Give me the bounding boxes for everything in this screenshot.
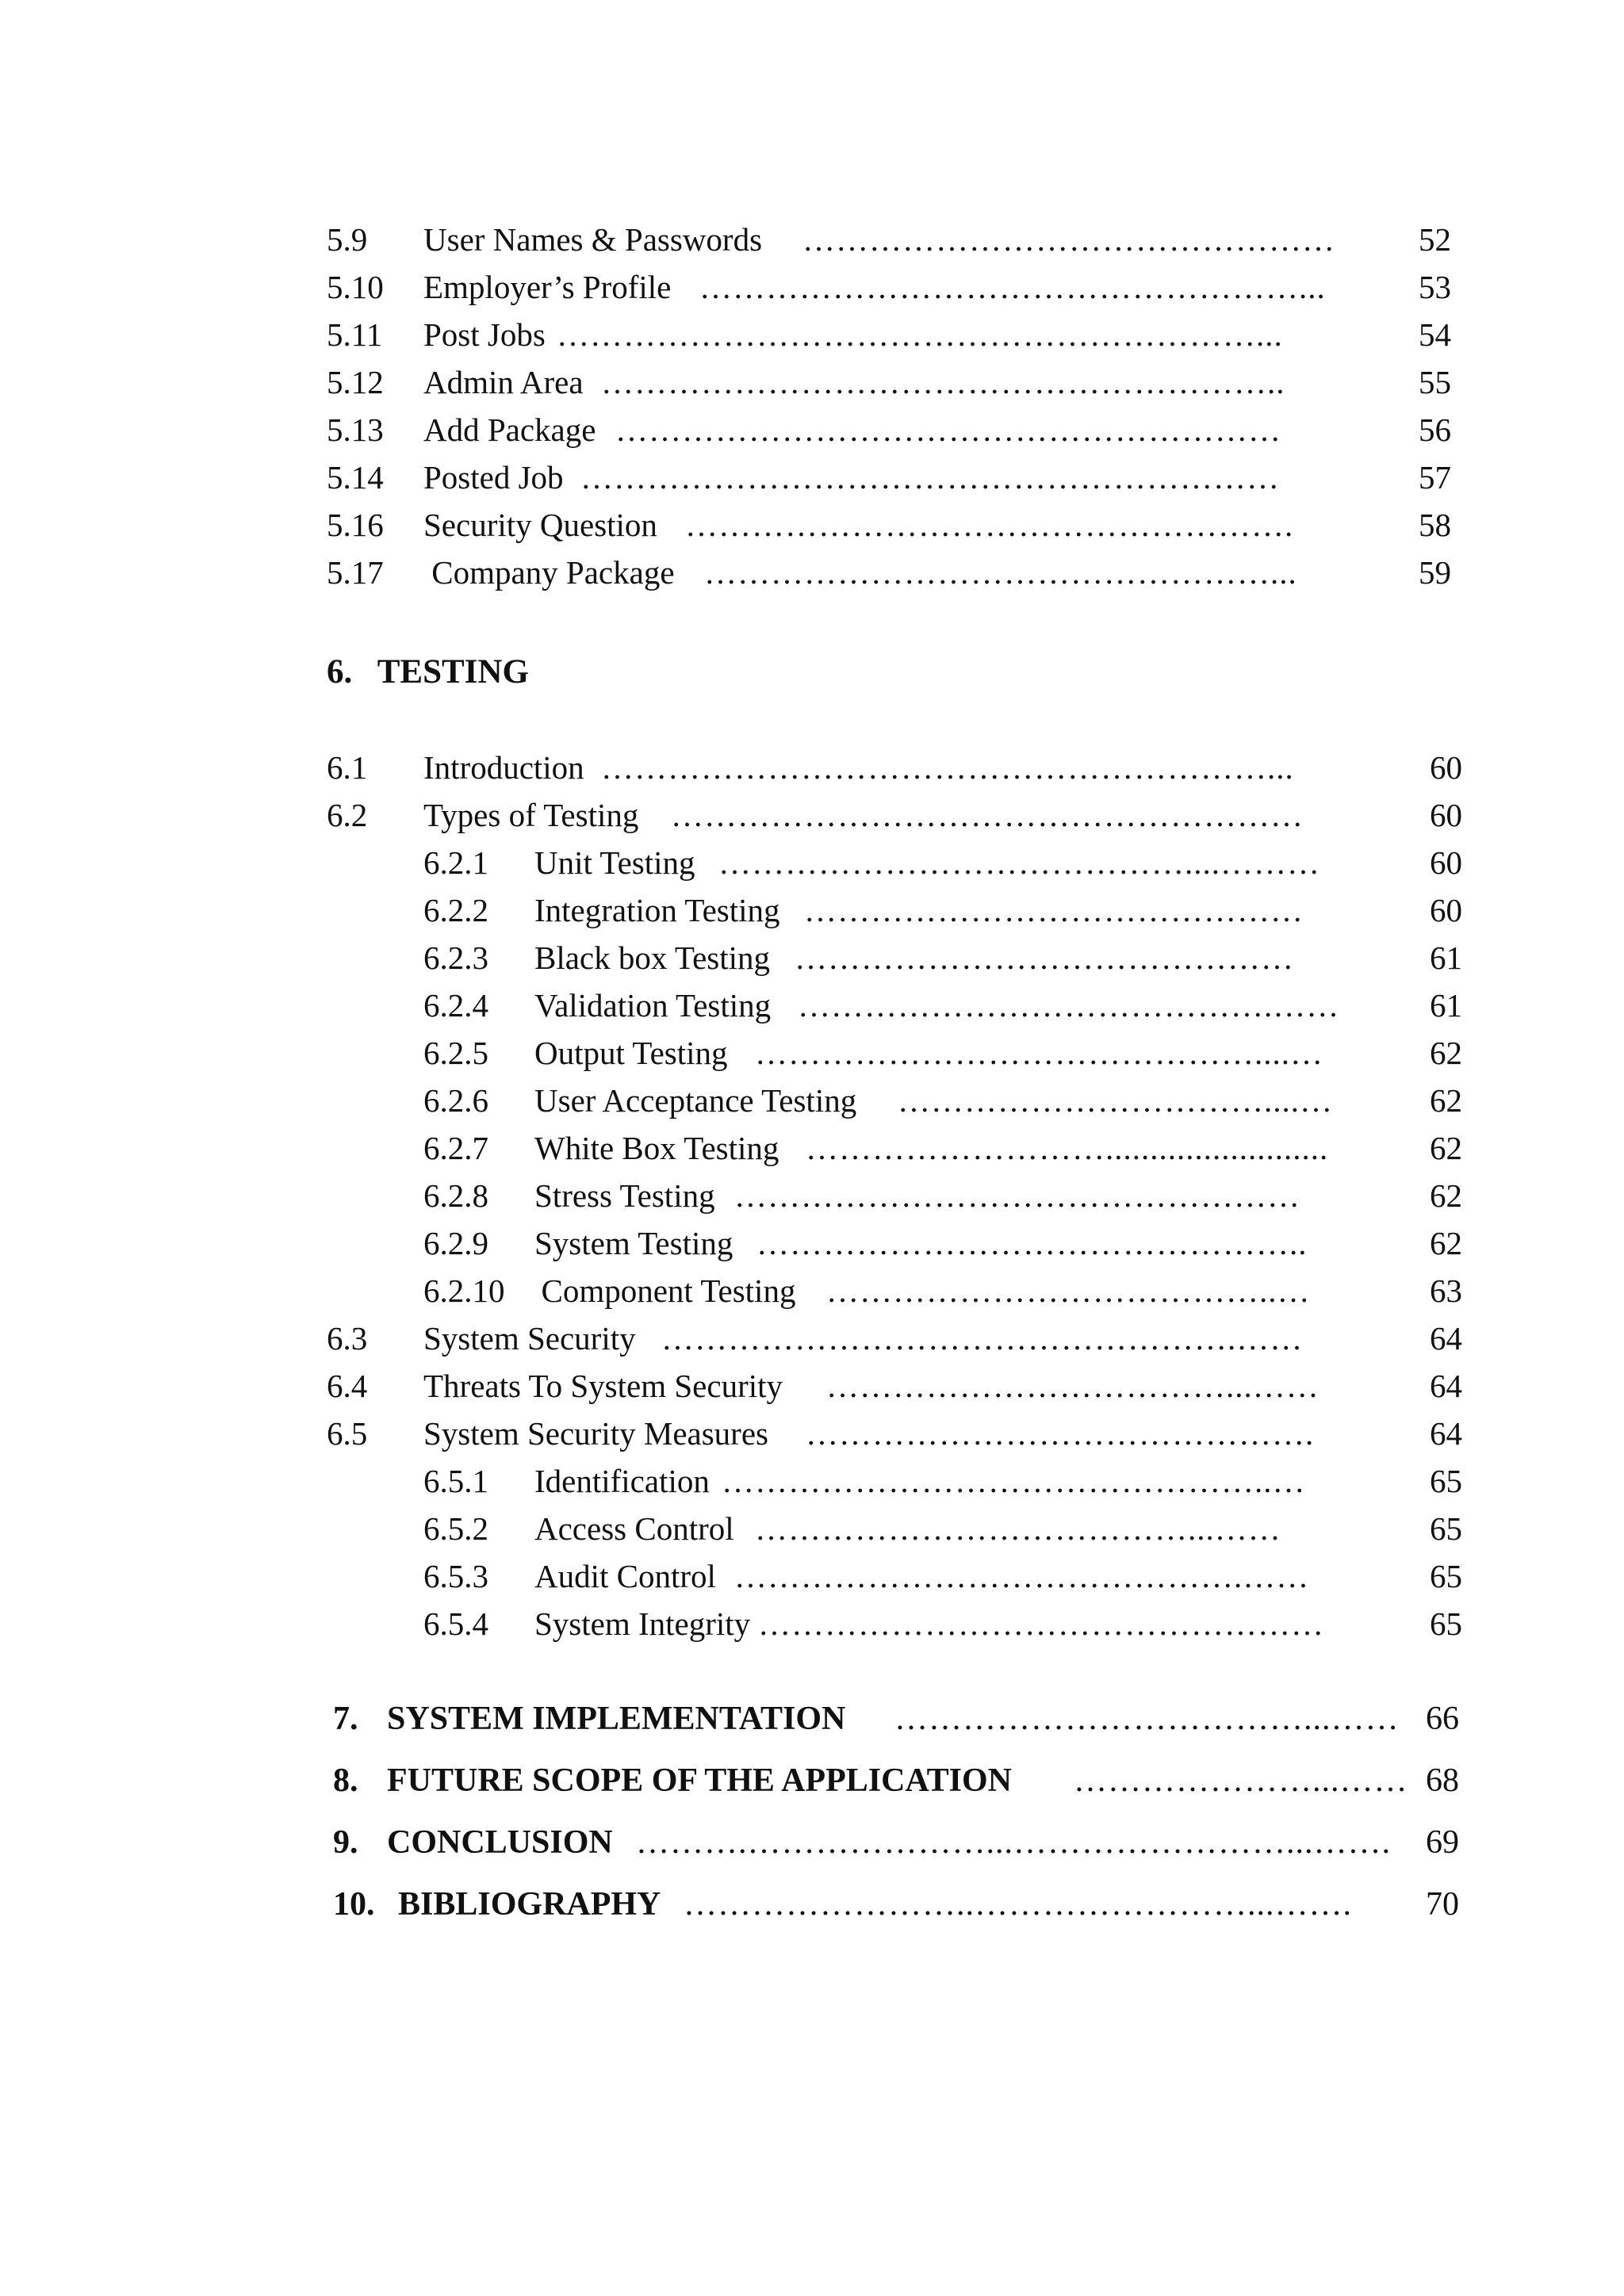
entry-number: 6.2.3 xyxy=(423,939,488,976)
page-number: 65 xyxy=(1430,1558,1462,1594)
entry-title: Identification xyxy=(534,1463,710,1499)
toc-entry-7 xyxy=(333,1695,1459,1743)
dot-leader: ……………………..……………………...……. xyxy=(684,1886,1352,1923)
entry-number: 6.5.4 xyxy=(423,1605,488,1642)
entry-title: White Box Testing xyxy=(534,1130,779,1166)
entry-title: Posted Job xyxy=(423,459,564,496)
entry-number: 8. xyxy=(333,1762,358,1799)
entry-number: 6.3 xyxy=(327,1320,368,1357)
toc-entry-5-12 xyxy=(327,358,1453,406)
dot-leader: ………………………………...…… xyxy=(894,1701,1400,1737)
page-number: 64 xyxy=(1430,1368,1462,1404)
entry-title: Add Package xyxy=(423,411,596,448)
entry-number: 6.5.1 xyxy=(423,1463,488,1499)
entry-number: 6.2.4 xyxy=(423,987,488,1024)
page-number: 60 xyxy=(1430,797,1462,833)
page-number: 54 xyxy=(1419,316,1451,353)
dot-leader: …………………………………….…… xyxy=(798,987,1340,1024)
page-number: 56 xyxy=(1419,411,1451,448)
toc-entry-6-2-9 xyxy=(327,1219,1462,1267)
entry-number: 5.17 xyxy=(327,554,384,591)
toc-entry-6-2-2 xyxy=(327,886,1462,934)
page-number: 62 xyxy=(1430,1082,1462,1119)
entry-number: 5.12 xyxy=(327,364,384,400)
page-number: 61 xyxy=(1430,987,1462,1024)
entry-title: System Testing xyxy=(534,1225,733,1261)
entry-title: Integration Testing xyxy=(534,892,780,928)
entry-number: 5.10 xyxy=(327,269,384,305)
entry-title: BIBLIOGRAPHY xyxy=(398,1886,661,1923)
entry-number: 6.5 xyxy=(327,1415,368,1452)
entry-title: System Integrity xyxy=(534,1605,751,1642)
toc-entry-6-1 xyxy=(327,744,1462,791)
entry-title: FUTURE SCOPE OF THE APPLICATION xyxy=(387,1762,1012,1799)
page-number: 57 xyxy=(1419,459,1451,496)
dot-leader: ………………………………………………... xyxy=(699,269,1326,305)
dot-leader: ………………………………………………………... xyxy=(557,316,1283,353)
entry-title: Post Jobs xyxy=(423,316,546,353)
entry-title: Unit Testing xyxy=(534,844,695,881)
dot-leader: ………………………………………………. xyxy=(685,507,1294,543)
entry-number: 6.2.8 xyxy=(423,1177,488,1214)
dot-leader: ………………………………………………… xyxy=(671,797,1304,833)
toc-entry-6-4 xyxy=(327,1362,1462,1410)
entry-title: Component Testing xyxy=(525,1272,796,1309)
toc-entry-5-16 xyxy=(327,501,1453,549)
entry-title: Access Control xyxy=(534,1510,734,1547)
toc-entry-6-2-10 xyxy=(327,1267,1462,1314)
entry-title: SYSTEM IMPLEMENTATION xyxy=(387,1701,846,1737)
entry-title: Security Question xyxy=(423,507,657,543)
entry-title: Admin Area xyxy=(423,364,584,400)
entry-number: 6.5.3 xyxy=(423,1558,488,1594)
toc-entry-8 xyxy=(333,1757,1459,1804)
dot-leader: ………………………......................... xyxy=(806,1130,1329,1166)
dot-leader: ……………………………………………………… xyxy=(580,459,1280,496)
entry-title: Black box Testing xyxy=(534,939,771,976)
entry-number: 10. xyxy=(333,1886,375,1923)
entry-title: System Security Measures xyxy=(423,1415,768,1452)
entry-number: 7. xyxy=(333,1701,358,1737)
page-number: 64 xyxy=(1430,1415,1462,1452)
page-number: 61 xyxy=(1430,939,1462,976)
entry-number: 6.2.6 xyxy=(423,1082,488,1119)
entry-number: 6.4 xyxy=(327,1368,368,1404)
dot-leader: ……………………………………....……… xyxy=(718,844,1320,881)
entry-number: 6.2.2 xyxy=(423,892,488,928)
entry-number: 5.11 xyxy=(327,316,383,353)
dot-leader: …………………………………………… xyxy=(758,1605,1324,1642)
toc-entry-5-17 xyxy=(327,549,1453,596)
entry-number: 6.2.1 xyxy=(423,844,488,881)
dot-leader: …………………………………………….…… xyxy=(661,1320,1304,1357)
entry-title: Validation Testing xyxy=(534,987,772,1024)
page-number: 59 xyxy=(1419,554,1451,591)
toc-entry-5-13 xyxy=(327,406,1453,453)
entry-number: 6.5.2 xyxy=(423,1510,488,1547)
page-number: 65 xyxy=(1430,1510,1462,1547)
dot-leader: ……………………………....… xyxy=(898,1082,1333,1119)
toc-entry-6-5 xyxy=(327,1410,1462,1457)
dot-leader: ……………………………………… xyxy=(795,939,1294,976)
toc-entry-5-10 xyxy=(327,263,1453,311)
toc-entry-6-2-7 xyxy=(327,1124,1462,1172)
section-heading-testing: 6. TESTING xyxy=(327,653,529,691)
dot-leader: …………………...…… xyxy=(1074,1762,1408,1799)
entry-number: 5.13 xyxy=(327,411,384,448)
dot-leader: …………………………………...…… xyxy=(755,1510,1281,1547)
entry-title: CONCLUSION xyxy=(387,1824,613,1861)
entry-title: Employer’s Profile xyxy=(423,269,672,305)
toc-entry-5-14 xyxy=(327,453,1453,501)
entry-number: 6.2 xyxy=(327,797,368,833)
toc-entry-6-5-3 xyxy=(327,1552,1462,1600)
entry-title: Output Testing xyxy=(534,1035,728,1071)
toc-entry-6-2-3 xyxy=(327,934,1462,982)
entry-number: 6.1 xyxy=(327,749,368,786)
page-number: 62 xyxy=(1430,1130,1462,1166)
page-number: 64 xyxy=(1430,1320,1462,1357)
page-number: 69 xyxy=(1426,1824,1459,1861)
page-number: 60 xyxy=(1430,749,1462,786)
dot-leader: ………………………………………… xyxy=(802,221,1335,258)
toc-entry-6-5-4 xyxy=(327,1600,1462,1647)
toc-entry-5-11 xyxy=(327,311,1453,358)
dot-leader: ……………………………………… xyxy=(804,892,1304,928)
entry-title: User Names & Passwords xyxy=(423,221,763,258)
toc-entry-6-3 xyxy=(327,1314,1462,1362)
toc-entry-6-5-1 xyxy=(327,1457,1462,1505)
page-number: 62 xyxy=(1430,1225,1462,1261)
dot-leader: …………………………………………………….. xyxy=(601,364,1285,400)
entry-number: 6.2.10 xyxy=(423,1272,505,1309)
entry-number: 5.14 xyxy=(327,459,384,496)
entry-title: System Security xyxy=(423,1320,636,1357)
entry-number: 6.2.5 xyxy=(423,1035,488,1071)
dot-leader: ………………………………………….. xyxy=(756,1225,1308,1261)
page-number: 58 xyxy=(1419,507,1451,543)
dot-leader: …………………………………………… xyxy=(734,1177,1300,1214)
page-number: 53 xyxy=(1419,269,1451,305)
entry-title: Types of Testing xyxy=(423,797,639,833)
dot-leader: ……….…………………...……………………...……. xyxy=(636,1824,1391,1861)
dot-leader: …………………………………..… xyxy=(826,1272,1311,1309)
entry-title: Stress Testing xyxy=(534,1177,715,1214)
toc-entry-6-2-4 xyxy=(327,982,1462,1029)
entry-number: 5.16 xyxy=(327,507,384,543)
entry-number: 6.2.9 xyxy=(423,1225,488,1261)
page-number: 62 xyxy=(1430,1035,1462,1071)
entry-number: 5.9 xyxy=(327,221,368,258)
page-number: 66 xyxy=(1426,1701,1459,1737)
dot-leader: …………………………………………..… xyxy=(722,1463,1306,1499)
dot-leader: ………………………………………....… xyxy=(755,1035,1323,1071)
dot-leader: ……………………………………………………... xyxy=(601,749,1294,786)
toc-entry-5-9 xyxy=(327,216,1453,263)
entry-title: Introduction xyxy=(423,749,584,786)
entry-title: Threats To System Security xyxy=(423,1368,783,1404)
page-number: 60 xyxy=(1430,844,1462,881)
page-number: 65 xyxy=(1430,1463,1462,1499)
page-number: 55 xyxy=(1419,364,1451,400)
dot-leader: ……………………………………………... xyxy=(704,554,1297,591)
toc-entry-9 xyxy=(333,1819,1459,1866)
page-number: 70 xyxy=(1426,1886,1459,1923)
dot-leader: ……………………………………….…… xyxy=(734,1558,1310,1594)
toc-entry-6-2-5 xyxy=(327,1029,1462,1077)
toc-entry-6-2 xyxy=(327,791,1462,839)
dot-leader: …………………………………………………… xyxy=(615,411,1281,448)
entry-number: 6.2.7 xyxy=(423,1130,488,1166)
page-number: 52 xyxy=(1419,221,1451,258)
entry-title: User Acceptance Testing xyxy=(534,1082,857,1119)
entry-number: 9. xyxy=(333,1824,358,1861)
page-number: 68 xyxy=(1426,1762,1459,1799)
dot-leader: ………………………………………. xyxy=(806,1415,1315,1452)
page-number: 62 xyxy=(1430,1177,1462,1214)
page-number: 65 xyxy=(1430,1605,1462,1642)
dot-leader: ………………………………...…… xyxy=(826,1368,1320,1404)
toc-entry-6-2-8 xyxy=(327,1172,1462,1219)
toc-entry-6-2-6 xyxy=(327,1077,1462,1124)
page-number: 60 xyxy=(1430,892,1462,928)
entry-title: Company Package xyxy=(423,554,675,591)
entry-title: Audit Control xyxy=(534,1558,716,1594)
toc-entry-6-5-2 xyxy=(327,1505,1462,1552)
toc-entry-10 xyxy=(333,1881,1459,1928)
page-number: 63 xyxy=(1430,1272,1462,1309)
toc-entry-6-2-1 xyxy=(327,839,1462,886)
